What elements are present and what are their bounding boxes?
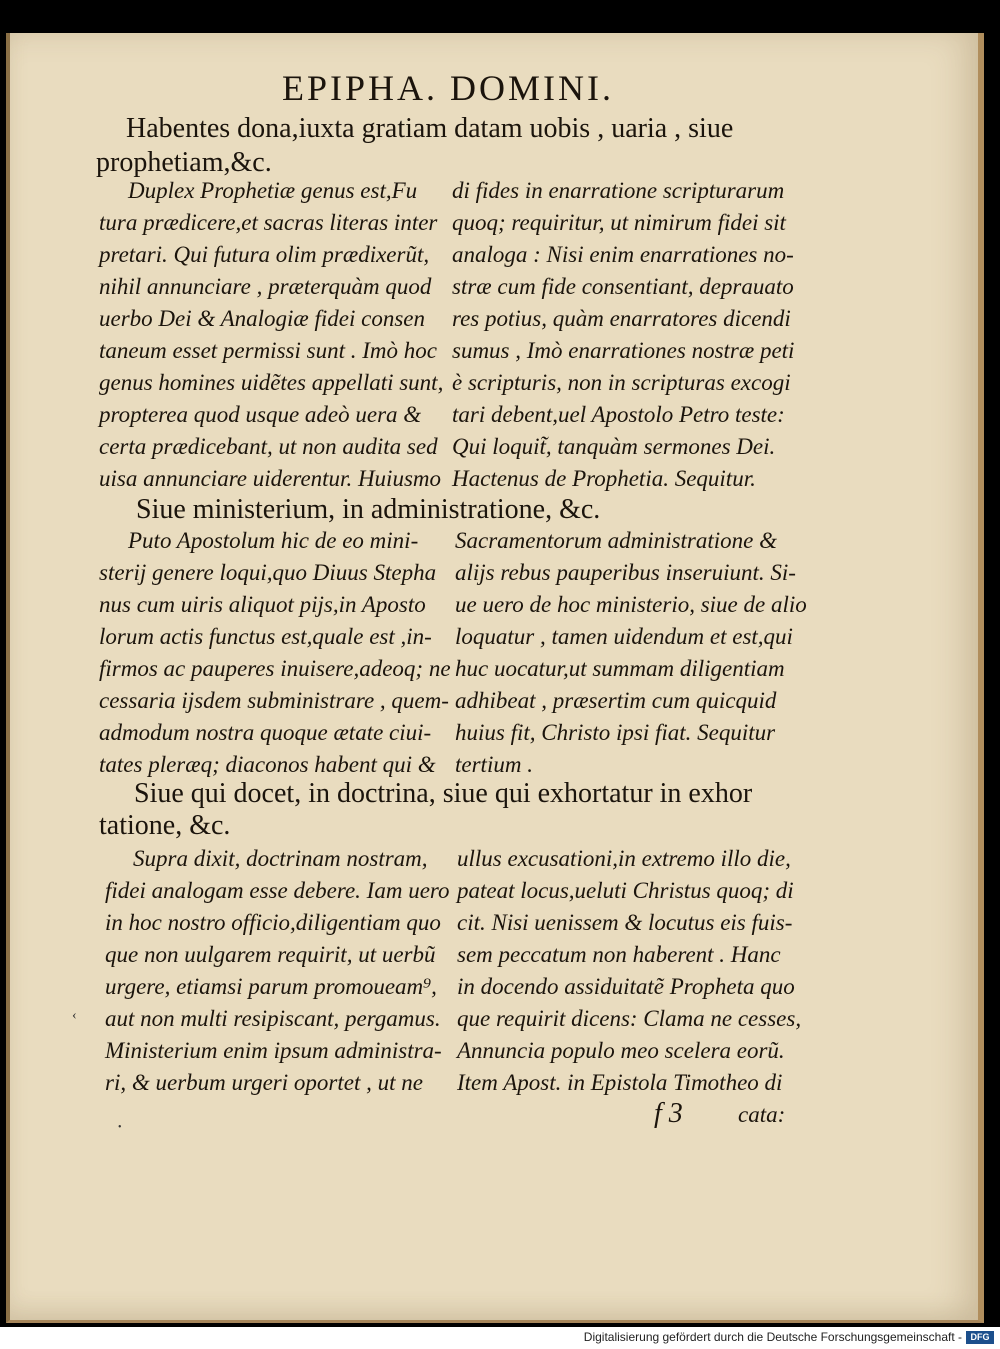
text-line: Ministerium enim ipsum administra- [105,1038,442,1063]
text-line: tates pleræq; diaconos habent qui & [99,752,436,777]
text-line: que non uulgarem requirit, ut uerbũ [105,942,436,967]
text-line: firmos ac pauperes inuisere,adeoq; ne [99,656,451,681]
rubric-line: tatione, &c. [99,810,231,841]
text-line: tura prædicere,et sacras literas inter [99,210,438,235]
text-line: urgere, etiamsi parum promoueam⁹, [105,974,437,999]
text-line: admodum nostra quoque ætate ciui- [99,720,432,745]
text-line: nus cum uiris aliquot pijs,in Aposto [99,592,426,617]
text-line: quoq; requiritur, ut nimirum fidei sit [452,210,786,235]
text-line: loquatur , tamen uidendum et est,qui [455,624,793,649]
text-line: tertium . [455,752,533,777]
text-line: è scripturis, non in scripturas excogi [452,370,791,395]
text-line: huc uocatur,ut summam diligentiam [455,656,785,681]
text-line: analoga : Nisi enim enarrationes no- [452,242,794,267]
margin-mark-icon: ‹ [72,1008,77,1023]
text-line: cessaria ijsdem subministrare , quem- [99,688,449,713]
text-line: que requirit dicens: Clama ne cesses, [457,1006,802,1031]
ink-dot-icon: • [118,1122,122,1133]
rubric-line: prophetiam,&c. [96,147,272,178]
text-line: in hoc nostro officio,diligentiam quo [105,910,441,935]
text-line: Qui loquit̃, tanquàm sermones Dei. [452,434,776,459]
text-line: stræ cum fide consentiant, deprauato [452,274,794,299]
text-line: certa prædicebant, ut non audita sed [99,434,438,459]
funding-notice: Digitalisierung gefördert durch die Deutsche Forschungsgemeinschaft - [583,1330,962,1344]
text-line: sem peccatum non haberent . Hanc [457,942,781,967]
text-line: Annuncia populo meo scelera eorũ. [457,1038,785,1063]
rubric-line: Siue qui docet, in doctrina, siue qui exhortatur in exhor [134,778,753,809]
text-line: lorum actis functus est,quale est ,in- [99,624,432,649]
text-line: cit. Nisi uenissem & locutus eis fuis- [457,910,793,935]
text-line: ri, & uerbum urgeri oportet , ut ne [105,1070,423,1095]
signature-mark: f 3 [654,1098,683,1129]
text-line: nihil annunciare , præterquàm quod [99,274,432,299]
text-line: pretari. Qui futura olim prædixerũt, [99,242,430,267]
text-line: res potius, quàm enarratores dicendi [452,306,791,331]
text-line: in docendo assiduitatẽ Propheta quo [457,974,795,999]
text-line: propterea quod usque adeò uera & [99,402,422,427]
text-line: Sacramentorum administratione & [455,528,777,553]
dfg-logo: DFG [966,1331,994,1344]
text-line: ullus excusationi,in extremo illo die, [457,846,791,871]
text-line: genus homines uidẽtes appellati sunt, [99,370,444,395]
text-line: taneum esset permissi sunt . Imò hoc [99,338,437,363]
text-line: Hactenus de Prophetia. Sequitur. [452,466,756,491]
text-line: tari debent,uel Apostolo Petro teste: [452,402,785,427]
text-line: Puto Apostolum hic de eo mini- [128,528,419,553]
rubric-line: Siue ministerium, in administratione, &c. [136,494,601,525]
text-line: ue uero de hoc ministerio, siue de alio [455,592,807,617]
text-line: pateat locus,ueluti Christus quoq; di [457,878,794,903]
text-line: sterij genere loqui,quo Diuus Stepha [99,560,437,585]
text-line: di fides in enarratione scripturarum [452,178,785,203]
text-line: adhibeat , præsertim cum quicquid [455,688,777,713]
text-line: Duplex Prophetiæ genus est,Fu [128,178,418,203]
text-line: fidei analogam esse debere. Iam uero [105,878,450,903]
text-line: Item Apost. in Epistola Timotheo di [457,1070,783,1095]
text-line: Supra dixit, doctrinam nostram, [133,846,428,871]
text-line: aut non multi resipiscant, pergamus. [105,1006,441,1031]
text-line: huius fit, Christo ipsi fiat. Sequitur [455,720,776,745]
page-header: EPIPHA. DOMINI. [282,68,614,108]
footer-bar [0,1327,1000,1349]
catchword: cata: [738,1102,786,1127]
text-line: alijs rebus pauperibus inseruiunt. Si- [455,560,796,585]
text-line: uisa annunciare uiderentur. Huiusmo [99,466,442,491]
rubric-line: Habentes dona,iuxta gratiam datam uobis , uaria , siue [126,113,734,144]
text-line: uerbo Dei & Analogiæ fidei consen [99,306,426,331]
text-line: sumus , Imò enarrationes nostræ peti [452,338,795,363]
